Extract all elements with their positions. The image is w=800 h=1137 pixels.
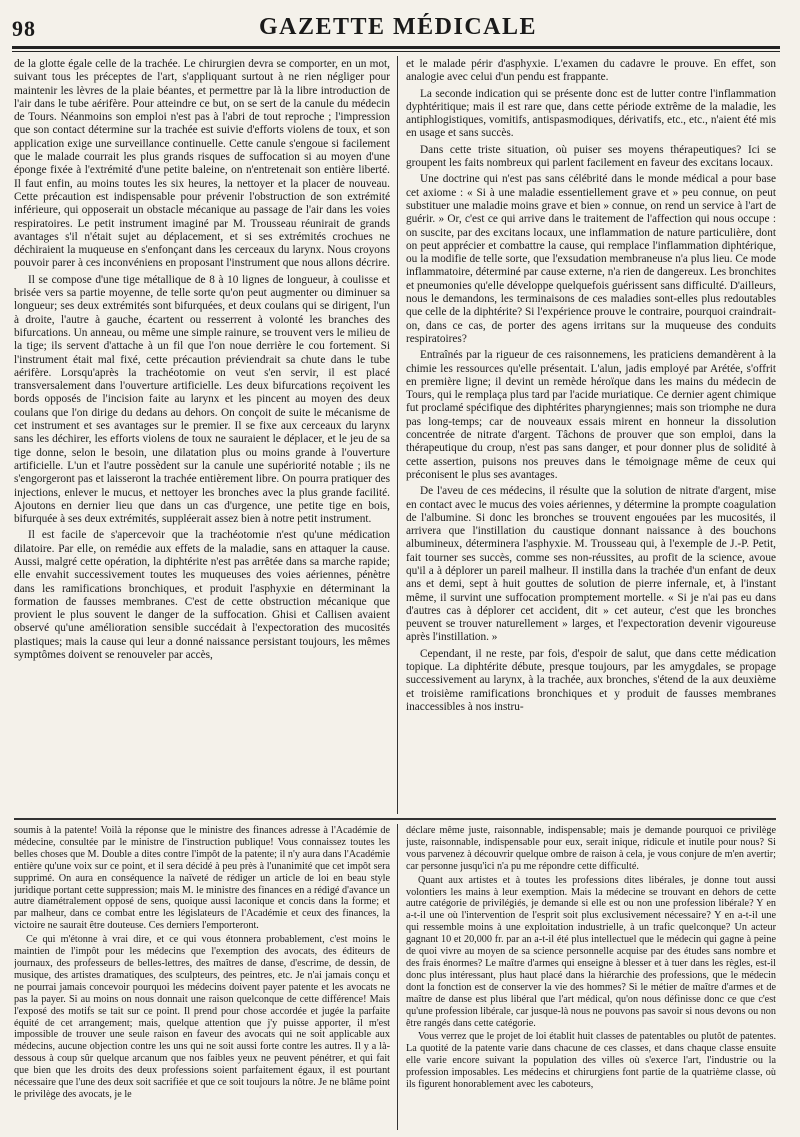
page-title: GAZETTE MÉDICALE — [258, 14, 538, 40]
paragraph: et le malade périr d'asphyxie. L'examen du cadavre le prouve. En effet, son analogie avec celui d'un pendu est frappante. — [406, 58, 776, 84]
paragraph: soumis à la patente! Voilà la réponse que le ministre des finances adresse à l'Académie de médecine, consultée par le ministre de l'instruction publique! Vous connaissez toutes les belles choses que M. Double a dites contre l'impôt de la patente; il n'y aura dans l'Académie entière qu'une voix sur ce point, et il sera décidé à peu près à l'unanimité que cet impôt sera supprimé. On aura en conséquence la naïveté de rédiger un article de loi en beau style juridique portant cette suppression; mais M. le ministre des finances en a rédigé d'avance un autre diamétralement opposé de sens, quoique aussi laconique et concis dans la forme; et par malheur, dans ce combat entre les législateurs de l'Académie et ceux des finances, la victoire ne saurait être douteuse. Ces derniers l'emporteront. — [14, 825, 390, 932]
paragraph: Quant aux artistes et à toutes les professions dites libérales, je donne tout aussi volontiers les mains à leur exemption. Mais la médecine se trouvant en dehors de cette autre catégorie de privilégiés, je demande si elle est ou non une profession libérale? Y en a-t-il une où l'intervention de l'esprit soit plus exclusivement nécessaire? Y en a-t-il une qui ressemble moins à une exploitation industrielle, à un trafic quelconque? Un acteur gagnant 10 et 20,000 fr. par an a-t-il été plus intellectuel que le médecin qui gagne à peine de quoi vivre au moyen de sa science personnelle acquise par des études sans nombre et des frais énormes? Le maître d'armes qui enseigne à blesser et à tuer dans les règles, est-il donc plus intéressant, plus haut placé dans la hiérarchie des professions, que le médecin dont la fonction est de conserver la vie des hommes? Si le métier de maître d'armes et de maître de danse est plus libéral que l'art médical, qu'on nous définisse donc ce que c'est qu'une profession libérale, car jusque-là nous ne pouvons pas savoir si nous devons ou non être rangés dans cette catégorie. — [406, 874, 776, 1029]
feuilleton-column-divider — [397, 824, 398, 1130]
paragraph: La seconde indication qui se présente donc est de lutter contre l'inflammation dyphtéritique; mais il est rare que, dans cette période extrême de la maladie, les antiphlogistiques, vomitifs, antispasmodiques, dérivatifs, etc., etc., n'aient été mis en usage et sans succès. — [406, 87, 776, 140]
paragraph: Cependant, il ne reste, par fois, d'espoir de salut, que dans cette médication topique. La diphtérite débute, presque toujours, par les amygdales, se propage successivement au larynx, à la trachée, aux bronches, s'étend de la aux deuxième et troisième ramifications bronchiques et y produit de fausses membranes inaccessibles à nos instru- — [406, 647, 776, 713]
paragraph: Ce qui m'étonne à vrai dire, et ce qui vous étonnera probablement, c'est moins le maintien de l'impôt pour les médecins que l'exemption des avocats, des éditeurs de journaux, des professeurs de belles-lettres, des maîtres de danse, d'escrime, de dessin, de musique, des artistes dramatiques, des sculpteurs, des peintres, etc. Je n'ai jamais conçu et ne pourrai jamais concevoir pourquoi les médecins doivent payer patente et les avocats ne pas la payer. Si au moins on nous donnait une raison quelconque de cette différence! Mais l'exposé des motifs se tait sur ce point. Il prend pour chose accordée et jugée la parfaite équité de cet arrangement; mais, quelque attention que j'y puisse apporter, il m'est impossible de trouver une seule raison en faveur des avocats qui ne soit applicable aux médecins, aucune objection contre les uns qui ne soit aussi forte contre les autres. Il y a là-dessous à coup sûr quelque arcanum que nos faibles yeux ne peuvent pénétrer, et qui fait que bien que les droits des deux professions soient parfaitement égaux, il est pourtant nécessaire que l'une des deux soit sacrifiée et que ce soit toujours la nôtre. Je ne blâme point le privilège des avocats, je le — [14, 934, 390, 1100]
column-divider — [397, 56, 398, 814]
paragraph: de la glotte égale celle de la trachée. Le chirurgien devra se comporter, en un mot, suivant tous les préceptes de l'art, s'appliquant surtout à ne rien négliger pour maintenir les lèvres de la plaie béantes, et permettre par là la libre introduction de l'air dans le tube aérifère. Pour atteindre ce but, on se sert de la canule du médecin de Tours. Néanmoins son emploi n'est pas à l'abri de tout reproche ; l'impression que son contact détermine sur la trachée est suivie d'efforts violens de toux, et son application exige une surveillance continuelle. Cette canule s'engoue si facilement que le malade courrait les plus grands risques de suffocation si au moyen d'une éponge fixée à l'extrémité d'une petite baleine, on n'entretenait son entière liberté. Il faut enfin, au moins toutes les six heures, la nettoyer et la placer de nouveau. Cette précaution est indispensable pour prévenir l'obstruction de son extrémité inférieure, qui opposerait un obstacle mécanique au passage de l'air dans les voies respiratoires. Le petit instrument imaginé par M. Trousseau réunirait de grands avantages s'il n'était sujet au déplacement, et si ses extrémités crochues ne déchiraient la muqueuse en s'enfonçant dans les cerceaux du larynx. Nous croyons pouvoir parer à ces inconvéniens en proposant l'instrument que nous allons décrire. — [14, 58, 390, 270]
paragraph: Une doctrine qui n'est pas sans célébrité dans le monde médical a pour base cet axiome : « Si à une maladie essentiellement grave et » peu connue, on peut substituer une maladie moins grave et bien » connue, on rend un service à l'art de guérir. » Or, c'est ce qui arrive dans le traitement de l'affection qui nous occupe : on suscite, par des excitans locaux, une inflammation de nature particulière, dont on peut apprécier et combattre la cause, qui remplace l'inflammation diphtérique, ou la modifie de telle sorte, que l'exsudation membraneuse n'a plus lieu. Ce mode inflammatoire, déterminé par cause externe, n'a rien de dangereux. Les bronchites et pneumonies qu'elle développe quelquefois guérissent sans difficulté. D'ailleurs, nous le demandons, les terminaisons de ces maladies sont-elles plus redoutables que celle de la diphtérite? Si l'expérience prouve le contraire, pourquoi craindrait-on, dans ce cas, de porter des agens irritans sur la muqueuse des conduits respiratoires? — [406, 173, 776, 345]
header-rule-thin — [12, 51, 780, 52]
paragraph: déclare même juste, raisonnable, indispensable; mais je demande pourquoi ce privilège juste, raisonnable, indispensable pour eux, serait inique, ridicule et inutile pour nous? Si vous parvenez à découvrir quelque ombre de raison à cela, je vous conjure de m'en avertir; car personne jusqu'ici n'a pu me répondre cette difficulté. — [406, 825, 776, 872]
feuilleton-column-right — [406, 825, 776, 1130]
article-column-left — [14, 58, 390, 810]
paragraph: Il se compose d'une tige métallique de 8 à 10 lignes de longueur, à coulisse et brisée vers sa partie moyenne, de telle sorte qu'on peut augmenter ou diminuer sa longueur; ses deux extrémités sont bifurquées, et deux coulans qui se dirigent, l'un à droite, l'autre à gauche, écartent ou resserrent à volonté les branches des bifurcations. Un anneau, ou même une simple rainure, se trouvent vers le milieu de la tige; ils servent d'attache à un fil que l'on noue derrière le cou fortement. Si l'instrument était mal fixé, cette précaution préviendrait sa chute dans le tube aérifère. Lorsqu'après la trachéotomie on veut s'en servir, il est placé transversalement dans l'ouverture artificielle. Les deux bifurcations reçoivent les bords opposés de l'incision faite au larynx et les pincent au moyen des deux coulans que l'on dirige du dedans au dehors. On conçoit de suite le mécanisme de cet instrument et ses avantages sur le premier. Il se fixe aux cerceaux du larynx sans les déchirer, les efforts violens de toux ne sauraient le déplacer, et le jeu de sa tige donne, selon le besoin, une dilatation plus ou moins grande à l'ouverture artificielle. L'un et l'autre possèdent sur la canule une supériorité notable ; ils ne s'engorgeront pas et laisseront la trachée entièrement libre. On pourra pratiquer des injections, enlever le mucus, et nettoyer les bronches avec la plus grande facilité. Ajoutons en dernier lieu que dans un cas d'urgence, une petite tige en bois, bifurquée à ses deux extrémités, suppléerait assez bien à notre petit instrument. — [14, 273, 390, 526]
paragraph: Vous verrez que le projet de loi établit huit classes de patentables ou plutôt de patentes. La quotité de la patente varie dans chacune de ces classes, et dans chaque classe ensuite elle varie encore suivant la population des villes où s'exerce l'art, l'industrie ou la profession imposables. Les médecins et chirurgiens font partie de la quatrième classe, où ils figurent honorablement avec les caboteurs, — [406, 1031, 776, 1091]
paragraph: Il est facile de s'apercevoir que la trachéotomie n'est qu'une médication dilatoire. Par elle, on remédie aux effets de la maladie, sans en attaquer la cause. Aussi, malgré cette opération, la diphtérite n'est pas arrêtée dans sa marche rapide; elle envahit successivement toutes les muqueuses des voies aériennes, pénètre dans les ramifications bronchiques, et produit l'asphyxie en déterminant la formation de fausses membranes. C'est de cette obstruction mécanique que provient le plus souvent le danger de la suffocation. Ghisi et Callisen avaient observé qu'une amélioration sensible succédait à l'expectoration des mucosités plastiques; mais la cause qui leur a donné naissance persistant toujours, les mêmes symptômes doivent se renouveler par accès, — [14, 529, 390, 662]
paragraph: De l'aveu de ces médecins, il résulte que la solution de nitrate d'argent, mise en contact avec le mucus des voies aériennes, y détermine la prompte coagulation de l'albumine. Si donc les bronches se trouvent engouées par les mucosités, il arrivera que l'instillation du caustique donnant naissance à des bouchons albumineux, déterminera l'asphyxie. M. Trousseau qui, à l'exemple de J.-P. Petit, fait tourner ses succès, comme ses non-réussites, au profit de la science, avoue qu'il a à déplorer un pareil malheur. Il instilla dans la trachée d'un enfant de deux ans et demi, sept à huit gouttes de solution de pierre infernale, et, à l'instant même, il survint une suffocation promptement mortelle. « Si je n'ai pas eu dans d'autres cas à déplorer cet accident, dit » cet auteur, c'est que les bronches peuvent se trouver naturellement » larges, et l'expectoration devenir vigoureuse après l'instillation. » — [406, 485, 776, 644]
article-column-right — [406, 58, 776, 810]
paragraph: Entraînés par la rigueur de ces raisonnemens, les praticiens demandèrent à la chimie les ressources qu'elle présentait. L'alun, jadis employé par Arétée, s'offrit en première ligne; il devint un remède héroïque dans les mains du médecin de Tours, qui le remplaça plus tard par l'acide muriatique. Ce dernier agent chimique fut proclamé spécifique des diphtérites pharyngiennes; mais son triomphe ne dura pas long-temps; car de nouveaux essais mirent en honneur la dissolution concentrée de nitrate d'argent. Tâchons de prouver que son emploi, dans la thérapeutique du croup, n'est pas sans danger, et pour donner plus de solidité à cette assertion, puisons nos preuves dans le témoignage même de ceux qui préconisent le plus ses avantages. — [406, 349, 776, 481]
page-header — [8, 14, 788, 48]
feuilleton-column-left — [14, 825, 390, 1130]
header-rule-thick — [12, 46, 780, 49]
feuilleton-divider — [14, 818, 776, 820]
page-number: 98 — [12, 16, 36, 41]
paragraph: Dans cette triste situation, où puiser ses moyens thérapeutiques? Ici se groupent les faits nombreux qui parlent facilement en faveur des excitans locaux. — [406, 143, 776, 170]
